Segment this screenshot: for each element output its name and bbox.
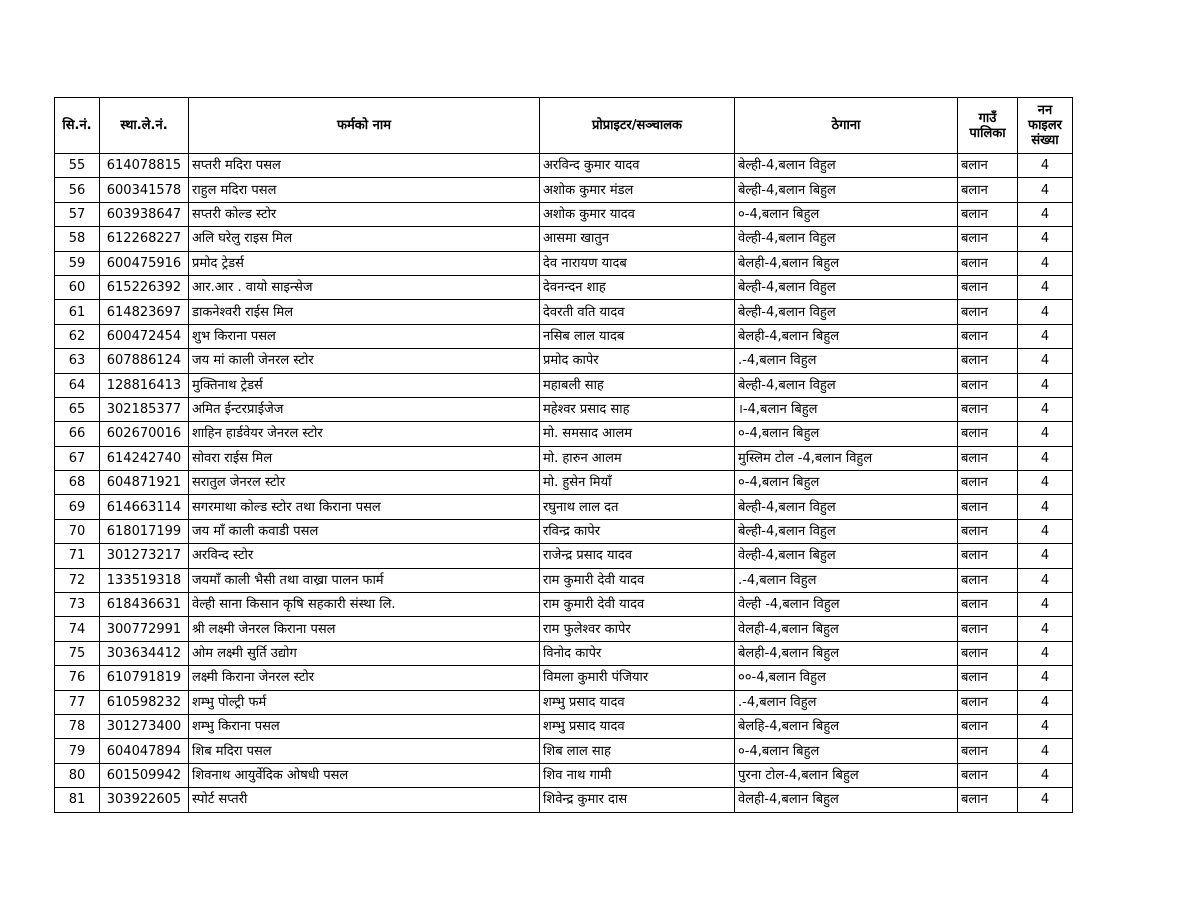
cell-firm-name: वेल्ही साना किसान कृषि सहकारी संस्था लि.: [189, 593, 540, 617]
cell-proprietor: महाबली साह: [540, 373, 735, 397]
cell-municipality: बलान: [958, 568, 1018, 592]
header-regno: स्था.ले.नं.: [100, 98, 189, 154]
cell-nonfiler-count: 4: [1018, 202, 1073, 226]
cell-address: बेल्ही-4,बलान विहुल: [735, 300, 958, 324]
cell-sn: 65: [55, 397, 100, 421]
cell-address: मुस्लिम टोल -4,बलान विहुल: [735, 446, 958, 470]
table-row: [55, 690, 1073, 714]
cell-proprietor: मो. समसाद आलम: [540, 422, 735, 446]
cell-regno: 128816413: [100, 373, 189, 397]
cell-municipality: बलान: [958, 275, 1018, 299]
cell-firm-name: शुभ किराना पसल: [189, 324, 540, 348]
cell-regno: 610598232: [100, 690, 189, 714]
cell-firm-name: आर.आर . वायो साइन्सेज: [189, 275, 540, 299]
cell-address: ०-4,बलान बिहुल: [735, 422, 958, 446]
cell-firm-name: जय माँ काली कवाडी पसल: [189, 519, 540, 543]
cell-firm-name: सोवरा राईस मिल: [189, 446, 540, 470]
table-row: [55, 300, 1073, 324]
cell-sn: 69: [55, 495, 100, 519]
header-address: ठेगाना: [735, 98, 958, 154]
cell-address: बेलही-4,बलान बिहुल: [735, 324, 958, 348]
cell-nonfiler-count: 4: [1018, 324, 1073, 348]
cell-regno: 615226392: [100, 275, 189, 299]
cell-sn: 67: [55, 446, 100, 470]
header-nonfiler-count: नन फाइलर संख्या: [1018, 98, 1073, 154]
table-row: [55, 739, 1073, 763]
table-row: [55, 349, 1073, 373]
table-row: [55, 593, 1073, 617]
cell-municipality: बलान: [958, 373, 1018, 397]
table-row: [55, 154, 1073, 178]
cell-proprietor: देवरती वति यादव: [540, 300, 735, 324]
cell-municipality: बलान: [958, 397, 1018, 421]
cell-address: ।-4,बलान बिहुल: [735, 397, 958, 421]
table-row: [55, 422, 1073, 446]
table-row: [55, 568, 1073, 592]
cell-firm-name: ओम लक्ष्मी सुर्ति उद्योग: [189, 641, 540, 665]
cell-sn: 66: [55, 422, 100, 446]
cell-municipality: बलान: [958, 178, 1018, 202]
cell-regno: 614663114: [100, 495, 189, 519]
cell-regno: 602670016: [100, 422, 189, 446]
cell-sn: 79: [55, 739, 100, 763]
cell-municipality: बलान: [958, 788, 1018, 812]
table-row: [55, 714, 1073, 738]
cell-regno: 600341578: [100, 178, 189, 202]
cell-firm-name: शम्भु किराना पसल: [189, 714, 540, 738]
cell-regno: 614242740: [100, 446, 189, 470]
cell-sn: 63: [55, 349, 100, 373]
cell-firm-name: श्री लक्ष्मी जेनरल किराना पसल: [189, 617, 540, 641]
cell-firm-name: जयमाँ काली भैसी तथा वाख्रा पालन फार्म: [189, 568, 540, 592]
table-row: [55, 519, 1073, 543]
table-row: [55, 495, 1073, 519]
cell-sn: 64: [55, 373, 100, 397]
cell-sn: 59: [55, 251, 100, 275]
cell-sn: 73: [55, 593, 100, 617]
cell-proprietor: रविन्द्र कापेर: [540, 519, 735, 543]
cell-address: वेल्ही-4,बलान बिहुल: [735, 544, 958, 568]
cell-regno: 303922605: [100, 788, 189, 812]
cell-proprietor: शिवेन्द्र कुमार दास: [540, 788, 735, 812]
cell-municipality: बलान: [958, 739, 1018, 763]
cell-proprietor: शम्भु प्रसाद यादव: [540, 690, 735, 714]
cell-nonfiler-count: 4: [1018, 495, 1073, 519]
cell-regno: 607886124: [100, 349, 189, 373]
table-header-row: [55, 98, 1073, 154]
cell-firm-name: सरातुल जेनरल स्टोर: [189, 471, 540, 495]
cell-nonfiler-count: 4: [1018, 446, 1073, 470]
cell-municipality: बलान: [958, 714, 1018, 738]
header-firm-name: फर्मको नाम: [189, 98, 540, 154]
cell-nonfiler-count: 4: [1018, 422, 1073, 446]
table-row: [55, 397, 1073, 421]
cell-municipality: बलान: [958, 251, 1018, 275]
cell-nonfiler-count: 4: [1018, 617, 1073, 641]
cell-address: ०-4,बलान बिहुल: [735, 471, 958, 495]
cell-firm-name: जय मां काली जेनरल स्टोर: [189, 349, 540, 373]
table-row: [55, 275, 1073, 299]
cell-municipality: बलान: [958, 495, 1018, 519]
cell-nonfiler-count: 4: [1018, 251, 1073, 275]
cell-firm-name: अरविन्द स्टोर: [189, 544, 540, 568]
cell-address: .-4,बलान विहुल: [735, 690, 958, 714]
cell-nonfiler-count: 4: [1018, 471, 1073, 495]
cell-regno: 300772991: [100, 617, 189, 641]
cell-nonfiler-count: 4: [1018, 349, 1073, 373]
header-municipality: गाउँ पालिका: [958, 98, 1018, 154]
table-row: [55, 178, 1073, 202]
cell-municipality: बलान: [958, 349, 1018, 373]
cell-municipality: बलान: [958, 300, 1018, 324]
table-row: [55, 227, 1073, 251]
cell-municipality: बलान: [958, 544, 1018, 568]
cell-proprietor: मो. हुसेन मियाँ: [540, 471, 735, 495]
cell-regno: 601509942: [100, 763, 189, 787]
cell-proprietor: राम कुमारी देवी यादव: [540, 568, 735, 592]
cell-firm-name: सगरमाथा कोल्ड स्टोर तथा किराना पसल: [189, 495, 540, 519]
cell-proprietor: महेश्वर प्रसाद साह: [540, 397, 735, 421]
table-row: [55, 471, 1073, 495]
cell-sn: 55: [55, 154, 100, 178]
cell-firm-name: शिवनाथ आयुर्वेदिक ओषधी पसल: [189, 763, 540, 787]
cell-regno: 612268227: [100, 227, 189, 251]
cell-sn: 58: [55, 227, 100, 251]
table-row: [55, 446, 1073, 470]
cell-municipality: बलान: [958, 446, 1018, 470]
cell-municipality: बलान: [958, 666, 1018, 690]
table-row: [55, 251, 1073, 275]
cell-proprietor: अशोक कुमार मंडल: [540, 178, 735, 202]
cell-address: ०-4,बलान बिहुल: [735, 202, 958, 226]
cell-proprietor: राम कुमारी देवी यादव: [540, 593, 735, 617]
cell-sn: 76: [55, 666, 100, 690]
cell-regno: 618017199: [100, 519, 189, 543]
cell-sn: 71: [55, 544, 100, 568]
table-row: [55, 202, 1073, 226]
cell-regno: 604871921: [100, 471, 189, 495]
cell-nonfiler-count: 4: [1018, 690, 1073, 714]
cell-firm-name: स्पोर्ट सप्तरी: [189, 788, 540, 812]
cell-sn: 74: [55, 617, 100, 641]
table-row: [55, 324, 1073, 348]
cell-regno: 301273217: [100, 544, 189, 568]
cell-nonfiler-count: 4: [1018, 178, 1073, 202]
cell-municipality: बलान: [958, 202, 1018, 226]
cell-nonfiler-count: 4: [1018, 275, 1073, 299]
table-row: [55, 544, 1073, 568]
cell-proprietor: प्रमोद कापेर: [540, 349, 735, 373]
cell-address: बेल्ही-4,बलान बिहुल: [735, 178, 958, 202]
cell-address: .-4,बलान विहुल: [735, 568, 958, 592]
cell-municipality: बलान: [958, 593, 1018, 617]
cell-nonfiler-count: 4: [1018, 154, 1073, 178]
cell-municipality: बलान: [958, 471, 1018, 495]
cell-sn: 68: [55, 471, 100, 495]
cell-address: वेल्ही -4,बलान विहुल: [735, 593, 958, 617]
cell-proprietor: शिब लाल साह: [540, 739, 735, 763]
cell-municipality: बलान: [958, 641, 1018, 665]
cell-sn: 57: [55, 202, 100, 226]
cell-sn: 56: [55, 178, 100, 202]
cell-proprietor: राजेन्द्र प्रसाद यादव: [540, 544, 735, 568]
cell-regno: 600472454: [100, 324, 189, 348]
cell-firm-name: शिब मदिरा पसल: [189, 739, 540, 763]
cell-proprietor: देवनन्दन शाह: [540, 275, 735, 299]
cell-regno: 603938647: [100, 202, 189, 226]
cell-address: .-4,बलान विहुल: [735, 349, 958, 373]
cell-regno: 303634412: [100, 641, 189, 665]
cell-address: बेलही-4,बलान बिहुल: [735, 251, 958, 275]
cell-firm-name: डाकनेश्वरी राईस मिल: [189, 300, 540, 324]
cell-proprietor: विमला कुमारी पंजियार: [540, 666, 735, 690]
cell-firm-name: अमित ईन्टरप्राईजेज: [189, 397, 540, 421]
cell-sn: 70: [55, 519, 100, 543]
cell-address: ०-4,बलान बिहुल: [735, 739, 958, 763]
cell-proprietor: रघुनाथ लाल दत: [540, 495, 735, 519]
cell-address: वेल्ही-4,बलान विहुल: [735, 227, 958, 251]
cell-sn: 81: [55, 788, 100, 812]
cell-proprietor: आसमा खातुन: [540, 227, 735, 251]
cell-nonfiler-count: 4: [1018, 519, 1073, 543]
cell-firm-name: शाहिन हार्डवेयर जेनरल स्टोर: [189, 422, 540, 446]
header-proprietor: प्रोप्राइटर/सञ्चालक: [540, 98, 735, 154]
cell-proprietor: शिव नाथ गामी: [540, 763, 735, 787]
cell-firm-name: शम्भु पोल्ट्री फर्म: [189, 690, 540, 714]
cell-municipality: बलान: [958, 690, 1018, 714]
cell-address: बेलहि-4,बलान बिहुल: [735, 714, 958, 738]
cell-nonfiler-count: 4: [1018, 300, 1073, 324]
cell-address: ००-4,बलान विहुल: [735, 666, 958, 690]
cell-proprietor: नसिब लाल यादब: [540, 324, 735, 348]
cell-address: बेल्ही-4,बलान विहुल: [735, 275, 958, 299]
cell-regno: 614078815: [100, 154, 189, 178]
header-sn: सि.नं.: [55, 98, 100, 154]
cell-firm-name: सप्तरी कोल्ड स्टोर: [189, 202, 540, 226]
cell-proprietor: विनोद कापेर: [540, 641, 735, 665]
cell-firm-name: सप्तरी मदिरा पसल: [189, 154, 540, 178]
cell-address: बेल्ही-4,बलान विहुल: [735, 519, 958, 543]
cell-regno: 133519318: [100, 568, 189, 592]
cell-municipality: बलान: [958, 154, 1018, 178]
cell-sn: 62: [55, 324, 100, 348]
cell-nonfiler-count: 4: [1018, 593, 1073, 617]
cell-proprietor: राम फुलेश्वर कापेर: [540, 617, 735, 641]
cell-sn: 80: [55, 763, 100, 787]
cell-address: पुरना टोल-4,बलान बिहुल: [735, 763, 958, 787]
cell-municipality: बलान: [958, 324, 1018, 348]
cell-nonfiler-count: 4: [1018, 788, 1073, 812]
cell-firm-name: प्रमोद ट्रेडर्स: [189, 251, 540, 275]
cell-address: वेलही-4,बलान बिहुल: [735, 788, 958, 812]
cell-nonfiler-count: 4: [1018, 739, 1073, 763]
cell-regno: 302185377: [100, 397, 189, 421]
cell-regno: 614823697: [100, 300, 189, 324]
cell-sn: 75: [55, 641, 100, 665]
cell-regno: 604047894: [100, 739, 189, 763]
cell-firm-name: लक्ष्मी किराना जेनरल स्टोर: [189, 666, 540, 690]
cell-proprietor: देव नारायण यादब: [540, 251, 735, 275]
cell-address: वेलही-4,बलान बिहुल: [735, 617, 958, 641]
cell-sn: 72: [55, 568, 100, 592]
table-row: [55, 373, 1073, 397]
cell-municipality: बलान: [958, 519, 1018, 543]
table-row: [55, 666, 1073, 690]
cell-sn: 77: [55, 690, 100, 714]
cell-firm-name: राहुल मदिरा पसल: [189, 178, 540, 202]
cell-proprietor: शम्भु प्रसाद यादव: [540, 714, 735, 738]
cell-firm-name: अलि घरेलु राइस मिल: [189, 227, 540, 251]
cell-sn: 61: [55, 300, 100, 324]
table-row: [55, 617, 1073, 641]
cell-nonfiler-count: 4: [1018, 397, 1073, 421]
cell-sn: 60: [55, 275, 100, 299]
cell-nonfiler-count: 4: [1018, 373, 1073, 397]
cell-sn: 78: [55, 714, 100, 738]
cell-regno: 600475916: [100, 251, 189, 275]
non-filer-table: [54, 97, 1073, 813]
cell-firm-name: मुक्तिनाथ ट्रेडर्स: [189, 373, 540, 397]
cell-municipality: बलान: [958, 763, 1018, 787]
cell-nonfiler-count: 4: [1018, 641, 1073, 665]
cell-regno: 301273400: [100, 714, 189, 738]
cell-municipality: बलान: [958, 227, 1018, 251]
cell-proprietor: अरविन्द कुमार यादव: [540, 154, 735, 178]
cell-address: बेल्ही-4,बलान विहुल: [735, 373, 958, 397]
cell-nonfiler-count: 4: [1018, 544, 1073, 568]
table-row: [55, 763, 1073, 787]
cell-nonfiler-count: 4: [1018, 763, 1073, 787]
cell-regno: 618436631: [100, 593, 189, 617]
cell-proprietor: अशोक कुमार यादव: [540, 202, 735, 226]
cell-nonfiler-count: 4: [1018, 227, 1073, 251]
cell-municipality: बलान: [958, 617, 1018, 641]
cell-address: बेल्ही-4,बलान विहुल: [735, 154, 958, 178]
cell-nonfiler-count: 4: [1018, 714, 1073, 738]
table-row: [55, 641, 1073, 665]
table-row: [55, 788, 1073, 812]
cell-nonfiler-count: 4: [1018, 568, 1073, 592]
cell-regno: 610791819: [100, 666, 189, 690]
cell-municipality: बलान: [958, 422, 1018, 446]
cell-nonfiler-count: 4: [1018, 666, 1073, 690]
cell-proprietor: मो. हारुन आलम: [540, 446, 735, 470]
cell-address: बेल्ही-4,बलान विहुल: [735, 495, 958, 519]
cell-address: बेलही-4,बलान बिहुल: [735, 641, 958, 665]
